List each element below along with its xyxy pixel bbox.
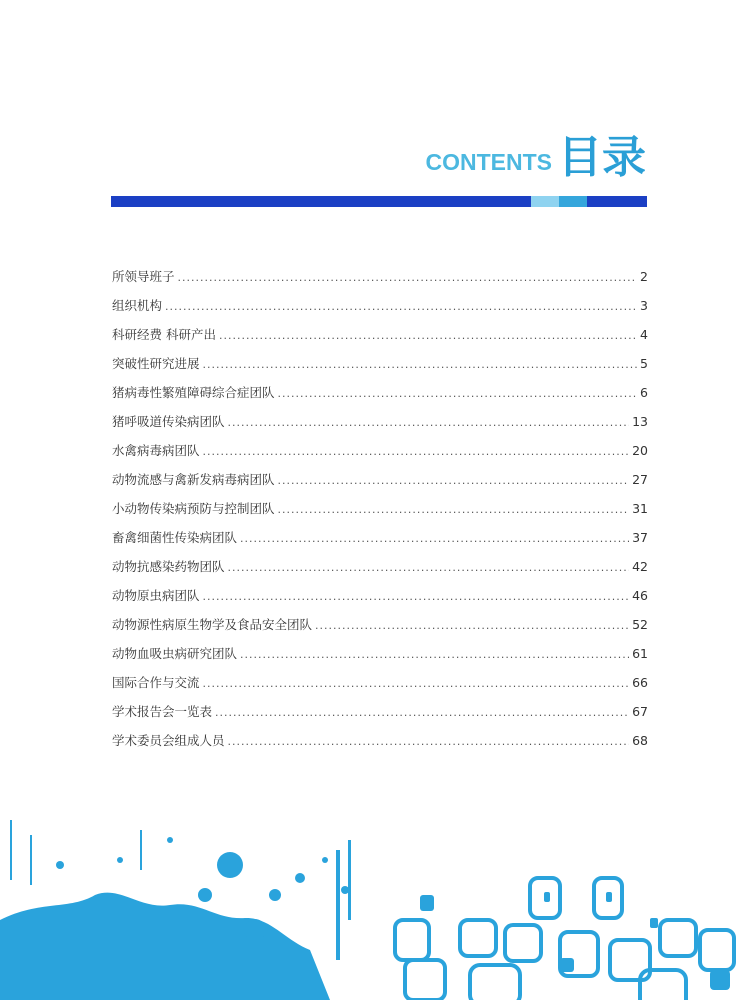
toc-dot-leader xyxy=(278,474,630,487)
toc-entry-page: 6 xyxy=(640,385,648,400)
toc-entry-title: 动物抗感染药物团队 xyxy=(112,559,225,574)
toc-entry[interactable] xyxy=(112,644,648,673)
toc-entry[interactable] xyxy=(112,528,648,557)
bar-segment-light xyxy=(531,196,559,207)
toc-entry-page: 20 xyxy=(632,443,648,458)
toc-entry[interactable] xyxy=(112,615,648,644)
toc-entry[interactable] xyxy=(112,470,648,499)
toc-entry[interactable] xyxy=(112,354,648,383)
toc-entry-title: 学术报告会一览表 xyxy=(112,704,213,719)
toc-dot-leader xyxy=(240,532,629,545)
toc-entry-title: 水禽病毒病团队 xyxy=(112,443,200,458)
toc-entry-page: 37 xyxy=(632,530,648,545)
toc-entry-title: 畜禽细菌性传染病团队 xyxy=(112,530,238,545)
toc-dot-leader xyxy=(203,677,630,690)
toc-entry[interactable] xyxy=(112,702,648,731)
toc-entry-page: 68 xyxy=(632,733,648,748)
toc-entry[interactable] xyxy=(112,325,648,354)
bar-segment-mid xyxy=(559,196,587,207)
title-underline-bar xyxy=(111,196,647,207)
toc-entry-title: 学术委员会组成人员 xyxy=(112,733,225,748)
toc-dot-leader xyxy=(228,561,630,574)
toc-entry-page: 13 xyxy=(632,414,648,429)
toc-entry[interactable] xyxy=(112,731,648,760)
toc-entry-title: 猪呼吸道传染病团队 xyxy=(112,414,225,429)
toc-entry[interactable] xyxy=(112,267,648,296)
toc-entry-title: 动物源性病原生物学及食品安全团队 xyxy=(112,617,313,632)
toc-dot-leader xyxy=(240,648,629,661)
toc-entry-page: 61 xyxy=(632,646,648,661)
toc-entry[interactable] xyxy=(112,383,648,412)
contents-title-en: CONTENTS xyxy=(425,149,552,175)
toc-entry[interactable] xyxy=(112,499,648,528)
toc-entry-page: 42 xyxy=(632,559,648,574)
toc-entry-title: 组织机构 xyxy=(112,298,163,313)
contents-heading xyxy=(425,132,647,183)
contents-title-cn: 目录 xyxy=(558,132,646,183)
toc-dot-leader xyxy=(278,503,630,516)
toc-dot-leader xyxy=(178,271,638,284)
toc-entry-page: 46 xyxy=(632,588,648,603)
toc-dot-leader xyxy=(278,387,638,400)
toc-entry-page: 52 xyxy=(632,617,648,632)
toc-dot-leader xyxy=(165,300,637,313)
toc-entry-page: 4 xyxy=(640,327,648,342)
toc-dot-leader xyxy=(315,619,629,632)
toc-dot-leader xyxy=(203,590,630,603)
toc-entry-page: 67 xyxy=(632,704,648,719)
toc-entry-page: 5 xyxy=(640,356,648,371)
toc-entry-title: 国际合作与交流 xyxy=(112,675,200,690)
toc-entry[interactable] xyxy=(112,586,648,615)
toc-dot-leader xyxy=(203,358,638,371)
toc-dot-leader xyxy=(219,329,637,342)
bar-segment-dark-end xyxy=(587,196,647,207)
toc-entry-page: 66 xyxy=(632,675,648,690)
toc-entry-title: 猪病毒性繁殖障碍综合症团队 xyxy=(112,385,275,400)
toc-dot-leader xyxy=(228,416,630,429)
toc-entry[interactable] xyxy=(112,673,648,702)
toc-entry-title: 科研经费 科研产出 xyxy=(112,327,216,342)
toc-entry-title: 小动物传染病预防与控制团队 xyxy=(112,501,275,516)
toc-entry-title: 动物原虫病团队 xyxy=(112,588,200,603)
table-of-contents xyxy=(112,267,648,760)
toc-entry-title: 突破性研究进展 xyxy=(112,356,200,371)
bar-segment-dark xyxy=(111,196,531,207)
toc-entry-page: 3 xyxy=(640,298,648,313)
toc-dot-leader xyxy=(203,445,630,458)
toc-entry-title: 所领导班子 xyxy=(112,269,175,284)
toc-entry-title: 动物流感与禽新发病毒病团队 xyxy=(112,472,275,487)
toc-entry[interactable] xyxy=(112,296,648,325)
toc-entry-page: 27 xyxy=(632,472,648,487)
toc-dot-leader xyxy=(215,706,629,719)
toc-entry-page: 2 xyxy=(640,269,648,284)
toc-entry-page: 31 xyxy=(632,501,648,516)
toc-entry[interactable] xyxy=(112,441,648,470)
paint-splash-decoration xyxy=(0,800,742,1000)
toc-entry[interactable] xyxy=(112,412,648,441)
toc-entry-title: 动物血吸虫病研究团队 xyxy=(112,646,238,661)
toc-dot-leader xyxy=(228,735,630,748)
toc-entry[interactable] xyxy=(112,557,648,586)
